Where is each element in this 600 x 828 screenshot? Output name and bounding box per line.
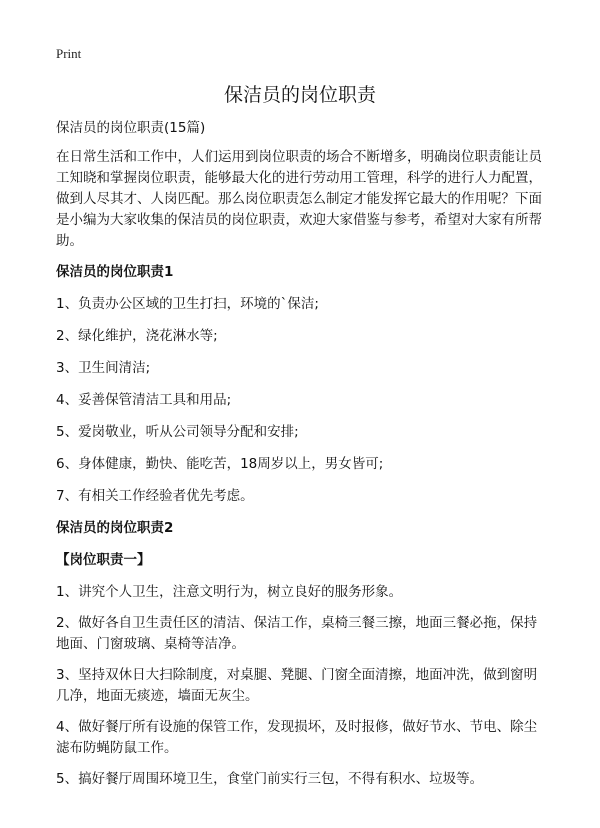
- list-item: 1、讲究个人卫生，注意文明行为，树立良好的服务形象。: [56, 584, 403, 600]
- print-link[interactable]: Print: [56, 46, 82, 61]
- list-item: 5、爱岗敬业，听从公司领导分配和安排;: [56, 424, 299, 440]
- list-item: 5、搞好餐厅周围环境卫生，食堂门前实行三包，不得有积水、垃圾等。: [56, 771, 484, 787]
- list-item: 2、绿化维护，浇花淋水等;: [56, 328, 218, 344]
- list-item: 4、妥善保管清洁工具和用品;: [56, 392, 232, 408]
- intro-paragraph: 在日常生活和工作中，人们运用到岗位职责的场合不断增多，明确岗位职责能让员工知晓和掌握岗位职责，能够最大化的进行劳动用工管理，科学的进行人力配置，做到人尽其才、人岗匹配。那么岗位职责怎么制定才能发挥它最大的作用呢？下面是小编为大家收集的保洁员的岗位职责，欢迎大家借鉴与参考，希望对大家有所帮助。: [56, 149, 542, 249]
- list-item: 4、做好餐厅所有设施的保管工作，发现损坏，及时报修，做好节水、节电、除尘滤布防蝇防鼠工作。: [56, 719, 538, 756]
- page-title: 保洁员的岗位职责: [223, 84, 376, 106]
- document-body: [56, 118, 550, 800]
- list-item: 2、做好各自卫生责任区的清洁、保洁工作，桌椅三餐三擦，地面三餐必拖，保持地面、门窗玻璃、桌椅等洁净。: [56, 615, 538, 652]
- section-heading-2: 保洁员的岗位职责2: [56, 520, 174, 536]
- list-item: 7、有相关工作经验者优先考虑。: [56, 488, 254, 504]
- list-item: 6、身体健康，勤快、能吃苦，18周岁以上，男女皆可;: [56, 456, 384, 472]
- list-item: 3、卫生间清洁;: [56, 360, 151, 376]
- section-subheading: 【岗位职责一】: [56, 552, 151, 568]
- list-item: 3、坚持双休日大扫除制度，对桌腿、凳腿、门窗全面清擦，地面冲洗，做到窗明几净，地面无痰迹，墙面无灰尘。: [56, 667, 538, 704]
- section-heading-1: 保洁员的岗位职责1: [56, 264, 174, 280]
- document-subtitle: 保洁员的岗位职责(15篇): [56, 120, 206, 136]
- list-item: 1、负责办公区域的卫生打扫，环境的`保洁;: [56, 296, 319, 312]
